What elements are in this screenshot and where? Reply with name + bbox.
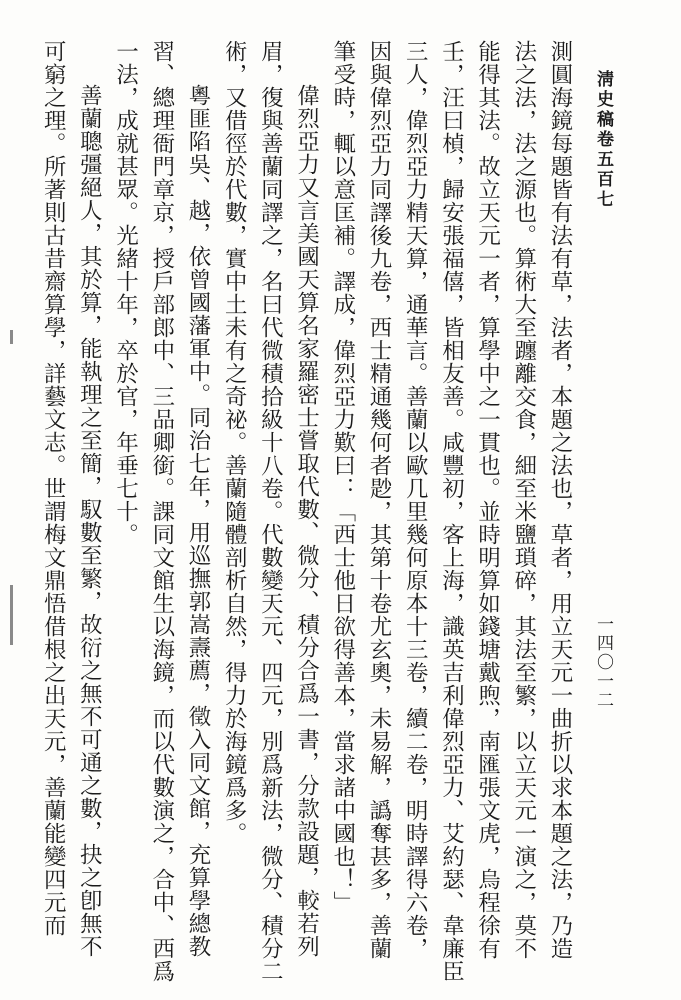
text-column-paragraph-start: 善蘭聰彊絕人，其於算，能執理之至簡，馭數至繁，故衍之無不可通之數，抉之卽無不 <box>76 84 103 958</box>
text-column: 可窮之理。所著則古昔齋算學，詳藝文志。世謂梅文鼎悟借根之出天元，善蘭能變四元而 <box>40 40 67 937</box>
text-column-paragraph-start: 偉烈亞力又言美國天算名家羅密士嘗取代數、微分、積分合爲一書，分款設題，較若列 <box>293 84 320 958</box>
text-column: 三人，偉烈亞力精天算，通華言。善蘭以歐几里幾何原本十三卷，續二卷，明時譯得六卷， <box>402 40 429 960</box>
text-column-paragraph-start: 粵匪陷吳、越，依曾國藩軍中。同治七年，用巡撫郭嵩燾薦，徵入同文館，充算學總教 <box>184 84 211 958</box>
running-head: 淸史稿卷五百七 <box>593 70 613 210</box>
text-column: 術，又借徑於代數，實中土未有之奇祕。善蘭隨體剖析自然，得力於海鏡爲多。 <box>221 40 248 845</box>
binding-mark <box>10 330 13 344</box>
binding-mark <box>10 585 13 645</box>
text-column: 習、總理衙門章京，授戶部郎中、三品卿銜。課同文館生以海鏡，而以代數演之，合中、西爲 <box>148 40 175 983</box>
main-text <box>40 40 578 983</box>
page-number: 一四〇一二 <box>593 615 613 710</box>
text-column: 眉，復與善蘭同譯之，名曰代微積拾級十八卷。代數變天元、四元，別爲新法，微分、積分二 <box>257 40 284 983</box>
text-column: 能得其法。故立天元一者，算學中之一貫也。並時明算如錢塘戴煦，南匯張文虎，烏程徐有 <box>474 40 501 960</box>
text-column: 法之法，法之源也。算術大至躔離交食，細至米鹽瑣碎，其法至繁，以立天元一演之，莫不 <box>510 40 537 960</box>
text-column: 測圓海鏡每題皆有法有草，法者，本題之法也，草者，用立天元一曲折以求本題之法，乃造 <box>547 40 573 960</box>
text-column: 壬，汪曰楨，歸安張福僖，皆相友善。咸豐初，客上海，識英吉利偉烈亞力、艾約瑟、韋廉臣 <box>438 40 465 983</box>
text-column: 因與偉烈亞力同譯後九卷，西士精通幾何者尟，其第十卷尤玄奧，未易解，譌奪甚多，善蘭 <box>365 40 392 960</box>
text-column: 筆受時，輒以意匡補。譯成，偉烈亞力歎曰：「西士他日欲得善本，當求諸中國也！」 <box>329 40 356 914</box>
text-column: 一法，成就甚眾。光緒十年，卒於官，年垂七十。 <box>112 40 139 546</box>
